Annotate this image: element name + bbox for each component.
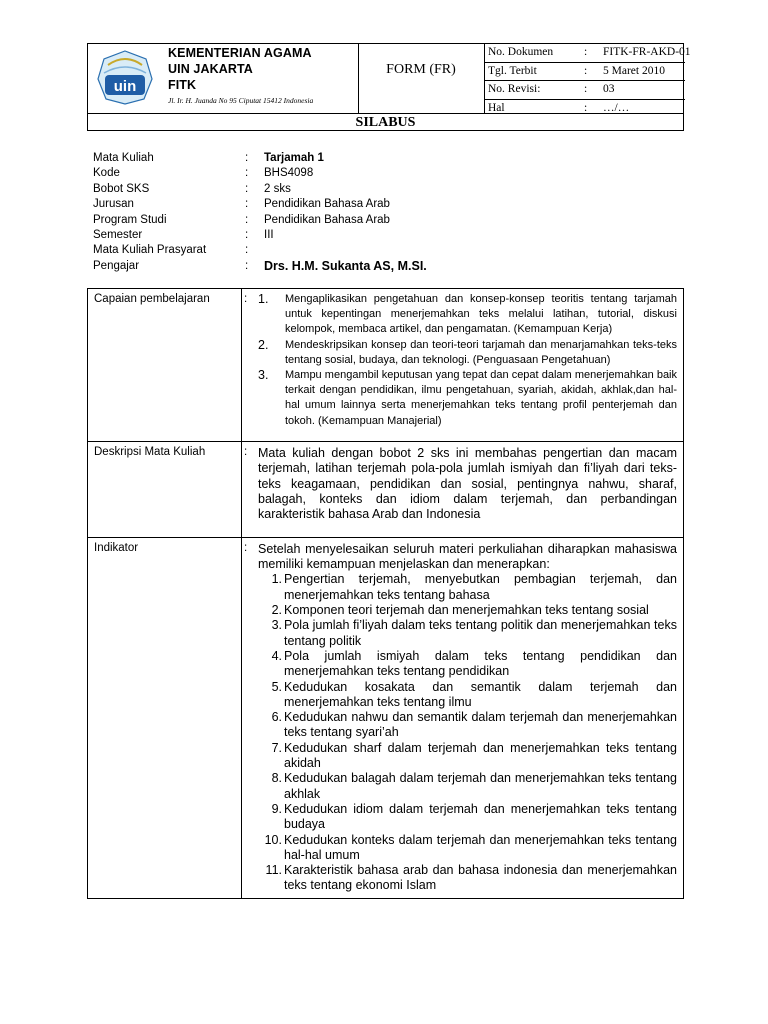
list-item <box>258 741 677 772</box>
table-row-capaian <box>88 289 683 442</box>
info-value: BHS4098 <box>264 167 314 180</box>
item-number: 1. <box>271 572 282 587</box>
item-text: Komponen teori terjemah dan menerjemahkan teks tentang sosial <box>284 603 649 618</box>
document-header <box>87 43 691 131</box>
info-value: 2 sks <box>264 182 291 195</box>
info-key: Mata Kuliah <box>93 152 154 164</box>
item-text: Kedudukan konteks dalam terjemah dan menerjemahkan teks tentang hal-hal umum <box>284 832 677 862</box>
info-sep: : <box>245 167 249 180</box>
logo-text: uin <box>113 78 137 95</box>
meta-value: 03 <box>603 83 615 95</box>
meta-key: No. Dokumen <box>488 46 554 58</box>
document-meta <box>484 44 691 117</box>
document-title: SILABUS <box>355 115 416 130</box>
list-item <box>258 863 677 894</box>
list-item <box>258 833 677 864</box>
item-number: 9. <box>271 801 282 816</box>
meta-row <box>484 44 691 63</box>
item-text: Karakteristik bahasa arab dan bahasa indonesia dan menerjemahkan teks tentang ekonomi Islam <box>284 863 677 893</box>
info-sep: : <box>245 213 249 226</box>
form-label: FORM (FR) <box>386 62 456 77</box>
item-text: Mengaplikasikan pengetahuan dan konsep-konsep teoritis tentang tarjamah untuk kepentingan menerjemahkan teks melalui latihan, tutorial, diskusi kelompok, membaca artikel, dan pengamatan. (Kemampuan Kerja) <box>285 293 677 336</box>
row-sep: : <box>244 445 248 458</box>
item-number: 4. <box>271 648 282 663</box>
item-number: 5. <box>271 679 282 694</box>
info-value: Drs. H.M. Sukanta AS, M.SI. <box>264 258 427 273</box>
indikator-content <box>258 538 677 898</box>
syllabus-table <box>87 288 684 899</box>
item-number: 2. <box>258 337 269 352</box>
info-sep: : <box>245 198 249 211</box>
info-key: Mata Kuliah Prasyarat <box>93 244 207 257</box>
list-item <box>258 680 677 711</box>
item-number: 8. <box>271 771 282 786</box>
info-sep: : <box>245 182 249 195</box>
meta-row <box>484 81 685 100</box>
meta-sep: : <box>584 64 588 77</box>
row-sep: : <box>244 541 248 554</box>
meta-key: No. Revisi: <box>488 83 541 95</box>
indikator-intro: Setelah menyelesaikan seluruh materi perkuliahan diharapkan mahasiswa memiliki kemampuan menjelaskan dan menerapkan: <box>258 541 677 572</box>
item-number: 3. <box>258 368 269 383</box>
info-value: Tarjamah 1 <box>264 152 324 164</box>
meta-row <box>484 63 685 82</box>
list-item <box>258 802 677 833</box>
list-item <box>258 771 677 802</box>
info-key: Pengajar <box>93 259 140 272</box>
info-key: Jurusan <box>93 198 134 211</box>
table-row-indikator <box>88 538 683 898</box>
item-number: 2. <box>271 603 282 618</box>
item-text: Mendeskripsikan konsep dan teori-teori tarjamah dan menarjamahkan teks-teks tentang sosial, budaya, dan teknologi. (Penguasaan Pengetahuan) <box>285 338 677 366</box>
item-text: Kedudukan sharf dalam terjemah dan menerjemahkan teks tentang akidah <box>284 740 677 771</box>
org-line: UIN JAKARTA <box>168 62 253 76</box>
info-value: III <box>264 228 274 241</box>
info-key: Program Studi <box>93 213 167 226</box>
meta-value: FITK-FR-AKD-01 <box>603 46 691 58</box>
item-number: 10. <box>264 832 282 847</box>
item-text: Pengertian terjemah, menyebutkan pembagian terjemah, dan menerjemahkan teks tentang bahasa <box>284 572 677 602</box>
item-text: Kedudukan nahwu dan semantik dalam terjemah dan menerjemahkan teks tentang syari’ah <box>284 710 677 740</box>
info-key: Semester <box>93 228 143 241</box>
meta-sep: : <box>584 83 588 95</box>
meta-sep: : <box>584 101 588 114</box>
item-text: Pola jumlah fi’liyah dalam teks tentang politik dan menerjemahkan teks tentang politik <box>284 618 677 648</box>
info-sep: : <box>245 259 249 272</box>
address: Jl. Ir. H. Juanda No 95 Ciputat 15412 Indonesia <box>168 96 314 105</box>
info-sep: : <box>245 228 249 241</box>
item-number: 3. <box>271 618 282 633</box>
list-item <box>258 368 677 429</box>
list-item <box>258 292 677 338</box>
info-sep: : <box>245 152 249 164</box>
uin-logo <box>94 49 156 105</box>
item-text: Kedudukan balagah dalam terjemah dan menerjemahkan teks tentang akhlak <box>284 771 677 801</box>
item-text: Pola jumlah ismiyah dalam teks tentang pendidikan dan menerjemahkan teks tentang pendidikan <box>284 648 677 679</box>
org-line: FITK <box>168 78 197 92</box>
row-label: Capaian pembelajaran <box>94 293 210 305</box>
meta-value: …/… <box>603 101 630 114</box>
item-text: Mampu mengambil keputusan yang tepat dan cepat dalam menerjemahkan baik terkait dengan pendidikan, ilmu pengetahuan, syariah, akidah, akhlak,dan hal-hal umum lainnya serta menerjemahkan teks tentang profil penterjemah dan tokoh. (Kemampuan Manajerial) <box>285 369 677 427</box>
item-number: 11. <box>265 863 282 878</box>
list-item <box>258 710 677 741</box>
item-number: 6. <box>271 710 282 725</box>
list-item <box>258 649 677 680</box>
meta-value: 5 Maret 2010 <box>603 64 665 77</box>
info-value: Pendidikan Bahasa Arab <box>264 198 390 211</box>
info-key: Kode <box>93 167 120 180</box>
item-text: Kedudukan idiom dalam terjemah dan menerjemahkan teks tentang budaya <box>284 801 677 832</box>
item-number: 7. <box>271 740 282 755</box>
item-text: Kedudukan kosakata dan semantik dalam terjemah dan menerjemahkan teks tentang ilmu <box>284 679 677 709</box>
list-item <box>258 618 677 649</box>
list-item <box>258 572 677 603</box>
meta-key: Tgl. Terbit <box>488 64 537 77</box>
row-label: Indikator <box>94 541 139 554</box>
meta-key: Hal <box>488 101 505 114</box>
info-key: Bobot SKS <box>93 182 150 195</box>
list-item <box>258 603 677 618</box>
organization-name <box>168 45 312 93</box>
org-line: KEMENTERIAN AGAMA <box>168 46 312 60</box>
item-number: 1. <box>258 292 269 306</box>
info-sep: : <box>245 244 249 257</box>
capaian-list <box>258 289 677 441</box>
list-item <box>258 338 677 368</box>
row-label: Deskripsi Mata Kuliah <box>94 445 206 458</box>
row-sep: : <box>244 293 248 305</box>
deskripsi-text: Mata kuliah dengan bobot 2 sks ini membahas pengertian dan macam terjemah, latihan terjemah pola-pola jumlah ismiyah dan fi’liyah dari teks-teks keagamaan, pendidikan dan sosial, pentingnya nahwu, sharaf, balagah, konteks dan idiom dalam terjemah, dan perbandingan karakteristik bahasa Arab dan Indonesia <box>258 445 677 522</box>
table-row-deskripsi <box>88 442 683 538</box>
info-value: Pendidikan Bahasa Arab <box>264 213 390 226</box>
meta-sep: : <box>584 46 588 58</box>
